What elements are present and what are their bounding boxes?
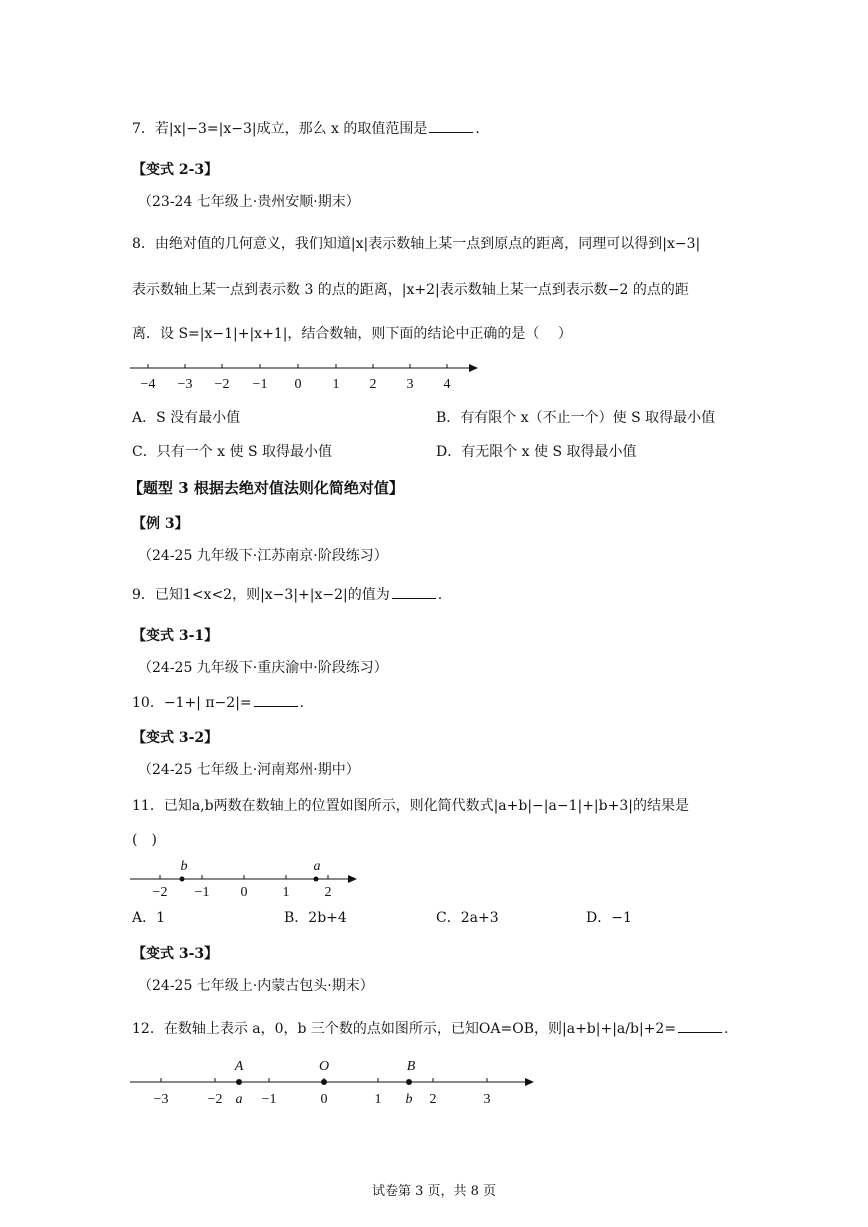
tick-label: 3	[406, 377, 414, 392]
tick-label: 1	[374, 1092, 382, 1107]
option-b: B．2b+4	[284, 910, 347, 926]
tick-label: a	[235, 1092, 243, 1107]
tick-label: 1	[332, 377, 340, 392]
tick-label: b	[405, 1092, 413, 1107]
variant-label: 【变式 2-3】	[132, 162, 219, 178]
example-label: 【例 3】	[132, 516, 189, 532]
point-B	[406, 1079, 412, 1085]
point-O	[321, 1079, 327, 1085]
question-8-line-3: 离．设 S=|x−1|+|x+1|，结合数轴，则下面的结论中正确的是（ ）	[132, 326, 572, 342]
section-heading: 【题型 3 根据去绝对值法则化简绝对值】	[128, 479, 404, 497]
variant-label: 【变式 3-1】	[132, 628, 219, 644]
point-a	[314, 877, 319, 882]
question-12: 12．在数轴上表示 a，0，b 三个数的点如图所示，已知OA=OB，则|a+b|+|a/b|+2= .	[132, 1018, 729, 1039]
question-7: 7．若|x|−3=|x−3|成立，那么 x 的取值范围是 .	[132, 118, 480, 139]
tick-label: 4	[443, 377, 451, 392]
source-label: （24-25 七年级上·河南郑州·期中）	[138, 762, 360, 778]
tick-label: 0	[240, 885, 248, 900]
page-footer: 试卷第 3 页，共 8 页	[371, 1184, 497, 1199]
number-line-3	[130, 1059, 534, 1107]
point-label: b	[180, 859, 188, 874]
question-9: 9．已知1<x<2，则|x−3|+|x−2|的值为 .	[132, 584, 442, 605]
point-label: a	[313, 859, 321, 874]
tick-label: 2	[369, 377, 377, 392]
question-8-line-2: 表示数轴上某一点到表示数 3 的点的距离，|x+2|表示数轴上某一点到表示数−2 的点的距	[132, 282, 689, 298]
point-b	[180, 877, 185, 882]
point-label: B	[406, 1059, 416, 1074]
point-label: O	[318, 1059, 330, 1074]
tick-label: 2	[324, 885, 332, 900]
point-A	[236, 1079, 242, 1085]
option-a: A．1	[132, 910, 166, 926]
question-10: 10．−1+| π−2|= .	[132, 692, 304, 713]
source-label: （24-25 九年级下·江苏南京·阶段练习）	[138, 548, 388, 564]
tick-label: −1	[261, 1092, 277, 1107]
option-a: A．S 没有最小值	[132, 410, 241, 426]
tick-label: −1	[194, 885, 210, 900]
tick-label: 2	[429, 1092, 437, 1107]
option-c: C．2a+3	[436, 910, 499, 926]
point-label: A	[234, 1059, 244, 1074]
tick-label: −2	[207, 1092, 223, 1107]
arrow-icon	[348, 875, 357, 883]
source-label: （24-25 九年级下·重庆渝中·阶段练习）	[138, 660, 388, 676]
question-8-line-1: 8．由绝对值的几何意义，我们知道|x|表示数轴上某一点到原点的距离，同理可以得到|x−3|	[132, 236, 701, 252]
tick-label: −1	[252, 377, 268, 392]
tick-label: −3	[153, 1092, 169, 1107]
option-d: D．有无限个 x 使 S 取得最小值	[436, 444, 637, 460]
tick-label: −4	[140, 377, 156, 392]
source-label: （23-24 七年级上·贵州安顺·期末）	[138, 194, 360, 210]
variant-label: 【变式 3-3】	[132, 946, 219, 962]
number-line-1	[130, 364, 478, 392]
tick-label: 0	[320, 1092, 328, 1107]
source-label: （24-25 七年级上·内蒙古包头·期末）	[138, 978, 374, 994]
option-b: B．有有限个 x（不止一个）使 S 取得最小值	[436, 410, 716, 426]
tick-label: −2	[152, 885, 168, 900]
tick-label: −3	[177, 377, 193, 392]
option-c: C．只有一个 x 使 S 取得最小值	[132, 444, 332, 460]
option-d: D．−1	[586, 910, 632, 926]
tick-label: 0	[294, 377, 302, 392]
tick-label: 3	[483, 1092, 491, 1107]
arrow-icon	[525, 1078, 534, 1086]
number-line-2	[130, 859, 357, 900]
tick-label: −2	[214, 377, 230, 392]
arrow-icon	[469, 364, 478, 372]
variant-label: 【变式 3-2】	[132, 730, 219, 746]
question-11-line-1: 11．已知a,b两数在数轴上的位置如图所示，则化简代数式|a+b|−|a−1|+|b+3|的结果是	[132, 798, 689, 814]
question-11-line-2: ( )	[132, 832, 157, 848]
tick-label: 1	[282, 885, 290, 900]
